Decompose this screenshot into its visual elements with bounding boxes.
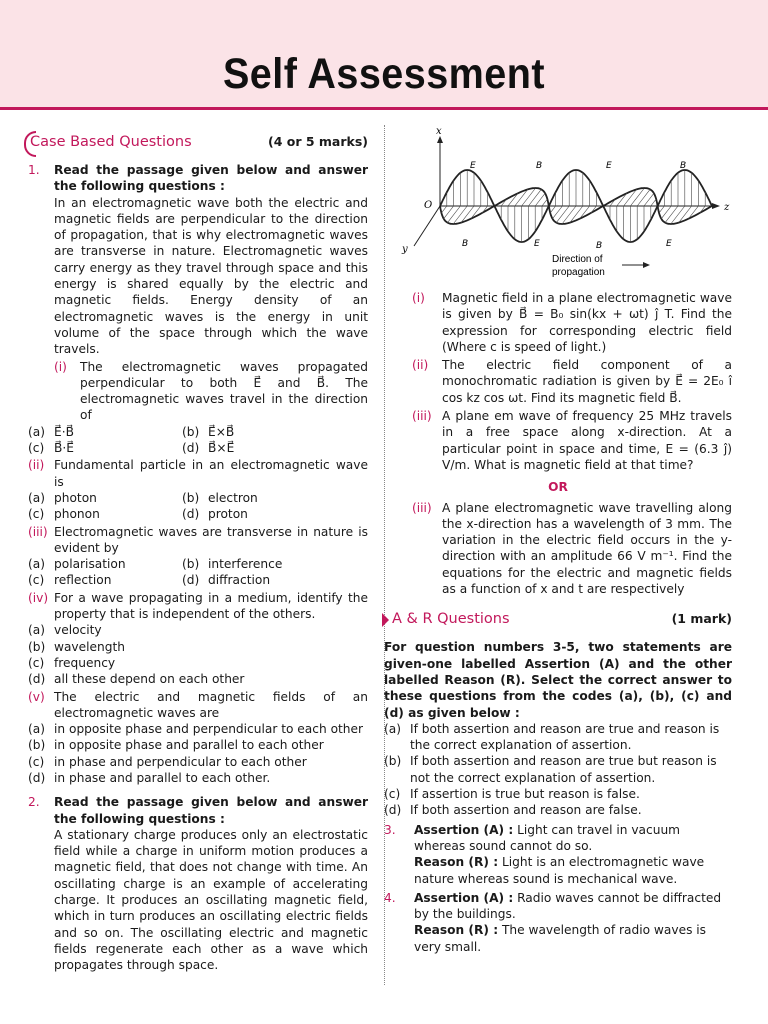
answer-codes: [384, 721, 732, 819]
subquestion-i: [384, 290, 732, 355]
reason-text: Light is an electromagnetic wave nature whereas sound is mechanical wave.: [414, 855, 705, 886]
direction-arrow-head: [643, 262, 650, 268]
y-axis-label: y: [402, 244, 408, 255]
subquestion-number: (ii): [412, 358, 429, 373]
option-label: (d): [182, 441, 200, 456]
question-number: 4.: [384, 890, 396, 905]
y-axis: [414, 206, 440, 246]
option-label: (a): [28, 722, 45, 737]
option-text: proton: [208, 507, 248, 522]
option: [28, 721, 368, 737]
option-text: E⃗×B⃗: [208, 424, 235, 439]
b-field-vector: [651, 199, 656, 206]
option-text: in opposite phase and parallel to each other: [54, 738, 324, 753]
reason-label: Reason (R) :: [414, 923, 499, 938]
reason-text: The wavelength of radio waves is very small.: [414, 923, 707, 954]
option-text: B⃗·E⃗: [54, 441, 74, 456]
code-label: (b): [384, 754, 402, 769]
wave-label: E: [606, 161, 612, 171]
code-text: If both assertion and reason are true and reason is the correct explanation of assertion.: [410, 721, 720, 753]
code-item: [384, 786, 732, 802]
question-1: [28, 162, 368, 786]
option-text: in phase and perpendicular to each other: [54, 754, 307, 769]
option-label: (b): [182, 557, 200, 572]
subquestion-number: (iv): [28, 590, 49, 605]
option-text: diffraction: [208, 573, 271, 588]
question-4: [384, 890, 732, 955]
em-wave-figure: [384, 128, 732, 288]
b-field-vector: [447, 206, 460, 223]
assertion-text: Light can travel in vacuum whereas sound cannot do so.: [414, 822, 681, 853]
subquestion-text: The electric and magnetic fields of an electromagnetic waves are: [54, 689, 368, 720]
passage: A stationary charge produces only an electrostatic field while a charge in uniform motion produces a magnetic field, that does not change with time. An oscillating charge is an example of accelerating charge. It produces an oscillating magnetic field, which in turn produces an oscillating electric fields and so on. The oscillating electric and magnetic fields regenerate each other as a wave which propagates through space.: [54, 827, 368, 973]
b-field-vector: [665, 206, 678, 223]
b-field-vector: [441, 206, 446, 213]
option-text: B⃗×E⃗: [208, 441, 235, 456]
wave-label: B: [536, 161, 543, 171]
subquestion-text: Electromagnetic waves are transverse in nature is evident by: [54, 524, 368, 555]
subquestion-number: (iii): [412, 500, 432, 515]
option-label: (c): [28, 507, 45, 522]
question-2: [28, 794, 368, 973]
wave-label: B: [596, 241, 603, 251]
options: [28, 490, 368, 506]
subquestion-text: For a wave propagating in a medium, identify the property that is independent of the others.: [54, 590, 368, 622]
option-text: E⃗·B⃗: [54, 424, 74, 439]
code-label: (a): [384, 721, 401, 736]
option: [28, 770, 368, 786]
code-text: If both assertion and reason are true but reason is not the correct explanation of assertion.: [410, 754, 717, 785]
option-label: (d): [28, 770, 46, 785]
b-field-vector: [528, 189, 541, 206]
option-text: reflection: [54, 573, 112, 588]
subquestion-iii: [28, 524, 368, 557]
options: [28, 440, 368, 456]
question-instruction: Read the passage given below and answer the following questions :: [54, 163, 368, 194]
left-column: [28, 128, 368, 974]
option-label: (d): [28, 672, 46, 687]
code-item: [384, 753, 732, 786]
wave-label: B: [680, 161, 687, 171]
page-title: Self Assessment: [222, 50, 546, 98]
option-label: (c): [28, 441, 45, 456]
option-label: (b): [182, 490, 200, 505]
option-text: phonon: [54, 507, 100, 522]
option-text: photon: [54, 490, 97, 505]
option-label: (a): [28, 623, 45, 638]
or-separator: OR: [548, 480, 568, 495]
option-label: (c): [28, 754, 45, 769]
section-marks: (4 or 5 marks): [267, 133, 368, 149]
origin-label: O: [424, 200, 433, 211]
subquestion-number: (iii): [28, 524, 48, 539]
subquestion-number: (v): [28, 689, 45, 704]
option-text: interference: [208, 557, 283, 572]
b-field-vector: [542, 199, 547, 206]
direction-label: Direction of: [552, 254, 603, 265]
passage: In an electromagnetic wave both the electric and magnetic fields are perpendicular to the direction of propagation, that is why electromagnetic waves are transverse in nature. Electromagnetic waves carry energy as they travel through space and this energy is shared equally by the electric and magnetic fields. Energy density of an electromagnetic waves is the energy in unit volume of the space through which the wave travels.: [54, 195, 368, 357]
option: [28, 754, 368, 770]
right-column: [384, 128, 732, 955]
z-axis-arrow: [712, 203, 720, 209]
b-field-vector: [550, 206, 555, 213]
x-axis-arrow: [437, 136, 443, 143]
code-label: (d): [384, 803, 402, 818]
assertion-text: Radio waves cannot be diffracted by the buildings.: [414, 890, 722, 922]
section-marks: (1 mark): [671, 611, 732, 627]
b-field-vector: [637, 189, 650, 206]
option-text: frequency: [54, 655, 116, 670]
subquestion-text: Fundamental particle in an electromagnetic wave is: [54, 458, 368, 489]
header-rule: [0, 107, 768, 110]
options: [28, 556, 368, 572]
option-text: velocity: [54, 623, 102, 638]
option: [28, 737, 368, 753]
subquestion-text: A plane em wave of frequency 25 MHz travels in a free space along x-direction. At a particular point in space and time, E = (6.3 ĵ) V/m. What is magnetic field at that time?: [442, 409, 732, 472]
ar-instruction: For question numbers 3-5, two statements are given-one labelled Assertion (A) and the other labelled Reason (R). Select the correct answer to these questions from the codes (a), (b), (c) and (d) as given below :: [384, 640, 732, 720]
option-label: (a): [28, 424, 45, 439]
subquestion-text: The electric field component of a monochromatic radiation is given by E⃗ = 2E₀ î cos kz cos ωt. Find its magnetic field B⃗.: [442, 358, 732, 405]
subquestion-text: The electromagnetic waves propagated perpendicular to both E⃗ and B⃗. The electromagnetic waves travel in the direction of: [80, 359, 368, 423]
wave-label: E: [534, 239, 540, 249]
subquestion-ii: [384, 357, 732, 406]
subquestion-iii: [384, 408, 732, 473]
option-label: (a): [28, 557, 45, 572]
option: [28, 639, 368, 655]
option-label: (a): [28, 490, 45, 505]
option-text: electron: [208, 490, 258, 505]
option-text: all these depend on each other: [54, 672, 245, 687]
b-field-vector: [556, 206, 569, 223]
code-label: (c): [384, 787, 401, 802]
ar-header: [384, 605, 732, 633]
z-axis-label: z: [724, 202, 730, 213]
subquestion-iv: [28, 590, 368, 623]
subquestion-ii: [28, 457, 368, 490]
subquestion-iii-alt: [384, 500, 732, 598]
question-instruction: Read the passage given below and answer the following questions :: [54, 795, 368, 826]
options: [28, 424, 368, 440]
option-text: polarisation: [54, 557, 126, 572]
subquestion-i: [54, 359, 368, 424]
wave-label: B: [462, 239, 469, 249]
subquestion-number: (ii): [28, 458, 45, 473]
code-item: [384, 802, 732, 818]
wave-label: E: [470, 161, 476, 171]
option-label: (c): [28, 573, 45, 588]
subquestion-v: [28, 689, 368, 722]
options: [28, 506, 368, 522]
option-text: wavelength: [54, 639, 125, 654]
b-field-vector: [659, 206, 664, 213]
x-axis-label: x: [436, 128, 442, 137]
code-item: [384, 721, 732, 754]
options: [28, 572, 368, 588]
code-text: If both assertion and reason are false.: [410, 803, 642, 818]
question-number: 3.: [384, 822, 396, 837]
case-based-header: [28, 128, 368, 156]
subquestion-text: A plane electromagnetic wave travelling along the x-direction has a wavelength of 3 mm. The variation in the electric field occurs in the y-direction with an amplitude 66 V m⁻¹. Find the equations for the electric and magnetic fields as a function of x and t are respectively: [442, 500, 732, 597]
option: [28, 655, 368, 671]
question-number: 1.: [28, 163, 40, 177]
option: [28, 622, 368, 638]
option: [28, 671, 368, 687]
subquestion-text: Magnetic field in a plane electromagnetic wave is given by B⃗ = B₀ sin(kx + ωt) ĵ T. Find the expression for corresponding electric field (Where c is speed of light.): [442, 291, 732, 354]
assertion-label: Assertion (A) :: [414, 822, 514, 837]
option-label: (b): [182, 424, 200, 439]
assertion-label: Assertion (A) :: [414, 890, 514, 905]
subquestion-number: (i): [412, 291, 425, 305]
option-text: in opposite phase and perpendicular to each other: [54, 722, 364, 737]
option-label: (b): [28, 639, 46, 654]
subquestion-number: (iii): [412, 409, 432, 424]
option-label: (c): [28, 655, 45, 670]
option-label: (d): [182, 507, 200, 522]
option-text: in phase and parallel to each other.: [54, 770, 271, 785]
em-wave-diagram: [384, 128, 732, 288]
option-label: (d): [182, 573, 200, 588]
section-title: A & R Questions: [384, 611, 510, 627]
question-number: 2.: [28, 795, 40, 810]
subquestion-number: (i): [54, 359, 67, 374]
reason-label: Reason (R) :: [414, 855, 499, 870]
section-title: Case Based Questions: [30, 133, 192, 150]
question-3: [384, 822, 732, 887]
wave-label: E: [666, 239, 672, 249]
direction-label: propagation: [552, 267, 605, 278]
option-label: (b): [28, 738, 46, 753]
code-text: If assertion is true but reason is false.: [410, 787, 640, 802]
